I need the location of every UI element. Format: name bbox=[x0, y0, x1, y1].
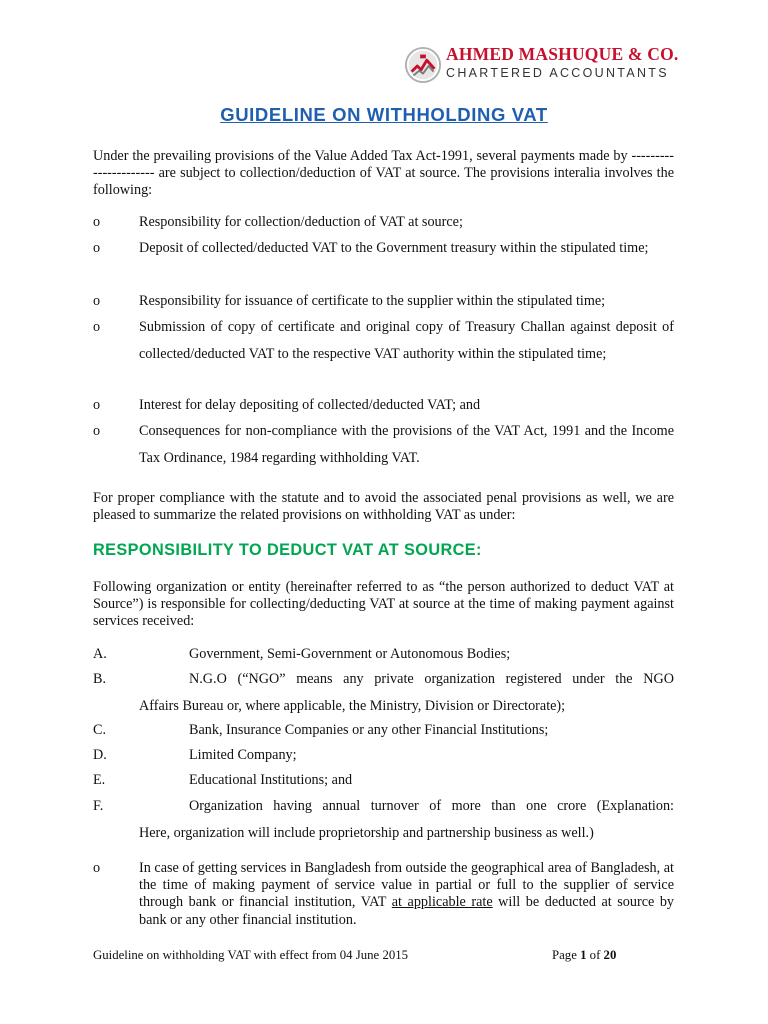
section-intro-paragraph: Following organization or entity (hereinafter referred to as “the person authorized to deduct VAT at Source”) is responsible for collecting/deducting VAT at source at the time of making payment against services received: bbox=[93, 579, 674, 629]
page-current: 1 bbox=[580, 948, 587, 962]
page-prefix: Page bbox=[552, 948, 581, 962]
bullet-marker: o bbox=[93, 214, 101, 230]
page-number bbox=[552, 948, 616, 963]
intro-paragraph bbox=[93, 148, 674, 198]
entity-label: E. bbox=[93, 772, 106, 788]
bullet-marker: o bbox=[93, 397, 101, 413]
document-title: GUIDELINE ON WITHHOLDING VAT bbox=[220, 104, 548, 125]
bullet-marker: o bbox=[93, 319, 101, 335]
bullet-marker: o bbox=[93, 423, 101, 439]
list-item bbox=[93, 209, 674, 236]
page-of: of bbox=[586, 948, 604, 962]
compliance-paragraph: For proper compliance with the statute and to avoid the associated penal provisions as well, we are pleased to summarize the related provisions on withholding VAT as under: bbox=[93, 490, 674, 523]
entity-item-b bbox=[93, 666, 674, 719]
entity-label: A. bbox=[93, 646, 107, 662]
entity-text: Organization having annual turnover of more than one crore (Explanation: bbox=[189, 798, 674, 814]
entity-item-f bbox=[93, 793, 674, 846]
underlined-text: at applicable rate bbox=[391, 894, 493, 911]
bullet-text: Responsibility for issuance of certificate to the supplier within the stipulated time; bbox=[139, 293, 606, 309]
entity-label: F. bbox=[93, 798, 104, 814]
outside-text-2: will be deducted at source by bank or any other financial institution. bbox=[139, 894, 675, 928]
list-item bbox=[93, 314, 674, 394]
entity-text-continued: Affairs Bureau or, where applicable, the Ministry, Division or Directorate); bbox=[139, 697, 566, 714]
entity-item-d bbox=[93, 742, 674, 769]
entity-text: Limited Company; bbox=[189, 747, 297, 763]
firm-subtitle: CHARTERED ACCOUNTANTS bbox=[446, 66, 669, 80]
list-item bbox=[93, 235, 674, 289]
list-item bbox=[93, 392, 674, 419]
intro-dashes: ---------------------- bbox=[93, 148, 674, 181]
entity-text-continued: Here, organization will include proprietorship and partnership business as well.) bbox=[139, 824, 594, 841]
bullet-text: Deposit of collected/deducted VAT to the Government treasury within the stipulated time; bbox=[139, 240, 649, 256]
entity-text: Government, Semi-Government or Autonomous Bodies; bbox=[189, 646, 511, 662]
bullet-marker: o bbox=[93, 240, 101, 256]
entity-text: N.G.O (“NGO” means any private organization registered under the NGO bbox=[189, 671, 674, 687]
entity-label: C. bbox=[93, 722, 107, 738]
bullet-text: Consequences for non-compliance with the provisions of the VAT Act, 1991 and the Income Tax Ordinance, 1984 regarding withholding VAT. bbox=[139, 423, 674, 466]
bullet-text: Interest for delay depositing of collected/deducted VAT; and bbox=[139, 397, 481, 413]
list-item bbox=[93, 288, 674, 315]
bullet-marker: o bbox=[93, 293, 101, 309]
outside-text-1: In case of getting services in Bangladesh from outside the geographical area of Bangladesh, at the time of making payment of service value in partial or full to the supplier of service through bank or financial institution, VAT bbox=[139, 860, 674, 911]
entity-text: Bank, Insurance Companies or any other Financial Institutions; bbox=[189, 722, 549, 738]
page-total: 20 bbox=[603, 948, 617, 962]
entity-label: D. bbox=[93, 747, 107, 763]
firm-logo bbox=[404, 44, 679, 88]
bullet-marker: o bbox=[93, 860, 101, 876]
bullet-text: Submission of copy of certificate and original copy of Treasury Challan against deposit of collected/deducted VAT to the respective VAT authority within the stipulated time; bbox=[139, 319, 674, 362]
intro-text-2: are subject to collection/deduction of VAT at source. The provisions interalia involves the following: bbox=[93, 164, 674, 198]
list-item bbox=[93, 418, 674, 472]
entity-item-e bbox=[93, 767, 674, 794]
entity-item-c bbox=[93, 717, 674, 744]
section-heading: RESPONSIBILITY TO DEDUCT VAT AT SOURCE: bbox=[93, 541, 482, 559]
firm-name: AHMED MASHUQUE & CO. bbox=[446, 44, 679, 64]
firm-logo-icon bbox=[404, 46, 442, 84]
bullet-text: Responsibility for collection/deduction of VAT at source; bbox=[139, 214, 463, 230]
bullet-text bbox=[139, 860, 674, 929]
intro-text-1: Under the prevailing provisions of the Value Added Tax Act-1991, several payments made by bbox=[93, 148, 632, 164]
entity-item-a bbox=[93, 641, 674, 668]
entity-label: B. bbox=[93, 671, 107, 687]
entity-text: Educational Institutions; and bbox=[189, 772, 353, 788]
footer-note: Guideline on withholding VAT with effect from 04 June 2015 bbox=[93, 948, 409, 962]
